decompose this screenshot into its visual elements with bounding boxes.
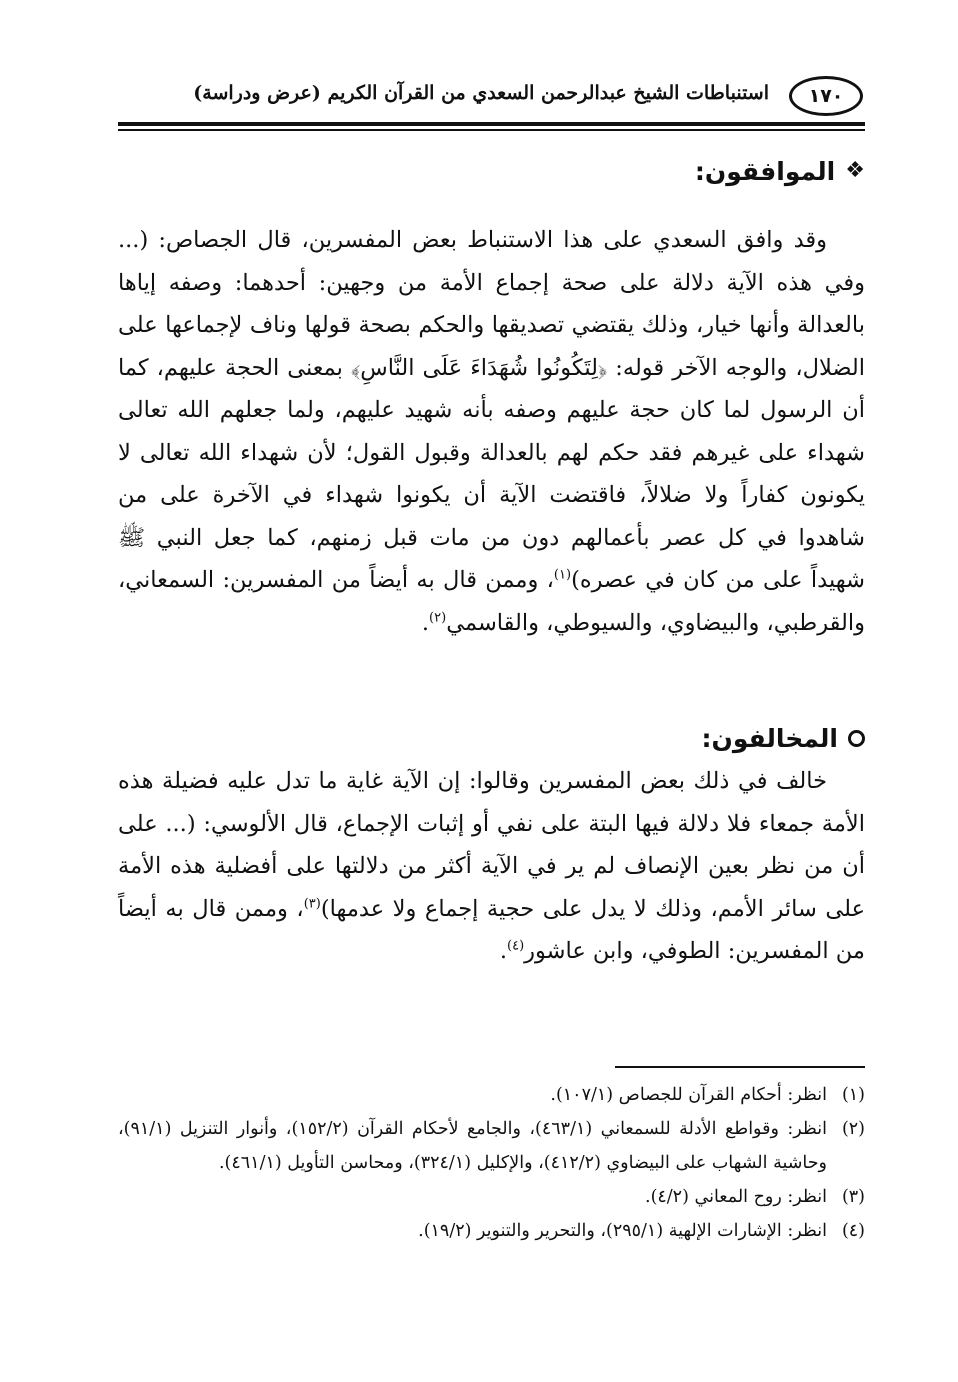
paragraph-text: . [499, 938, 508, 964]
paragraph-text: ، وممن قال به أيضاً من المفسرين: الطوفي، وابن عاشور [118, 895, 865, 964]
running-header [118, 72, 865, 120]
footnote-item [118, 1180, 865, 1214]
footnote-ref-1[interactable]: (١) [553, 567, 572, 583]
paragraph-opposing [118, 760, 865, 973]
footnote-item [118, 1078, 865, 1112]
footnote-number: (٣) [841, 1187, 865, 1207]
section-heading-opposing [118, 717, 865, 759]
paragraph-text: خالف في ذلك بعض المفسرين وقالوا: إن الآية غاية ما تدل عليه فضيلة هذه الأمة جمعاء فلا دلالة فيها البتة على نفي أو إثبات الإجماع، قال الألوسي: (... على أن من نظر بعين الإنصاف لم ير في الآية أكثر من دلالتها على أفضلية هذه الأمة على سائر الأمم، وذلك لا يدل على حجية إجماع ولا عدمها) [118, 768, 866, 922]
footnote-text: انظر: وقواطع الأدلة للسمعاني (٤٦٣/١)، والجامع لأحكام القرآن (١٥٢/٢)، وأنوار التنزيل (٩١/١)، وحاشية الشهاب على البيضاوي (٤١٢/٢)، والإكليل (٣٢٤/١)، ومحاسن التأويل (٤٦١/١). [118, 1119, 827, 1173]
footnote-item [118, 1214, 865, 1248]
diamond-cluster-icon: ❖ [845, 158, 865, 183]
footnote-separator [615, 1066, 865, 1068]
footnote-ref-3[interactable]: (٣) [303, 896, 321, 911]
footnote-number: (٤) [841, 1221, 865, 1241]
paragraph-text: وقد وافق السعدي على هذا الاستنباط بعض المفسرين، قال الجصاص: (... وفي هذه الآية دلالة على صحة إجماع الأمة من وجهين: أحدهما: وصفه إياها بالعدالة وأنها خيار، وذلك يقتضي تصديقها والحكم بصحة قولها وناف لإجماعها على الضلال، والوجه الآخر قوله: ﴿لِتَكُونُوا شُهَدَاءَ عَلَى النَّاسِ﴾ بمعنى الحجة عليهم، كما أن الرسول لما كان حجة عليهم وصفه بأنه شهيد عليهم، ولما جعلهم الله تعالى شهداء على غيرهم فقد حكم لهم بالعدالة وقبول القول؛ لأن شهداء الله تعالى لا يكونون كفاراً ولا ضلالاً، فاقتضت الآية أن يكونوا شهداء في الآخرة على من شاهدوا في كل عصر بأعمالهم دون من مات قبل زمنهم، كما جعل النبي ﷺ شهيداً على من كان في عصره) [118, 227, 865, 593]
section-heading-text: المخالفون: [701, 723, 838, 753]
header-rule-thick [118, 122, 865, 126]
paragraph-agreeing [118, 219, 865, 644]
paragraph-text: ، وممن قال به أيضاً من المفسرين: السمعاني، والقرطبي، والبيضاوي، والسيوطي، والقاسمي [118, 567, 865, 636]
footnote-number: (١) [841, 1085, 865, 1105]
footnote-text: انظر: الإشارات الإلهية (٢٩٥/١)، والتحرير والتنوير (١٩/٢). [418, 1221, 827, 1241]
ring-icon [848, 730, 865, 747]
running-title: استنباطات الشيخ عبدالرحمن السعدي من القرآن الكريم (عرض ودراسة) [193, 82, 769, 104]
footnote-ref-4[interactable]: (٤) [507, 938, 525, 954]
footnote-ref-2[interactable]: (٢) [429, 610, 447, 625]
header-rule-thin [118, 129, 865, 131]
footnote-text: انظر: روح المعاني (٤/٢). [645, 1187, 827, 1207]
section-heading-agreeing [118, 150, 865, 192]
section-heading-text: الموافقون: [694, 156, 836, 186]
footnotes-list [118, 1078, 865, 1248]
footnote-number: (٢) [841, 1119, 865, 1139]
page-number: ١٧٠ [789, 76, 863, 116]
paragraph-text: . [421, 609, 430, 636]
footnote-item [118, 1112, 865, 1180]
footnote-text: انظر: أحكام القرآن للجصاص (١٠٧/١). [550, 1085, 827, 1105]
